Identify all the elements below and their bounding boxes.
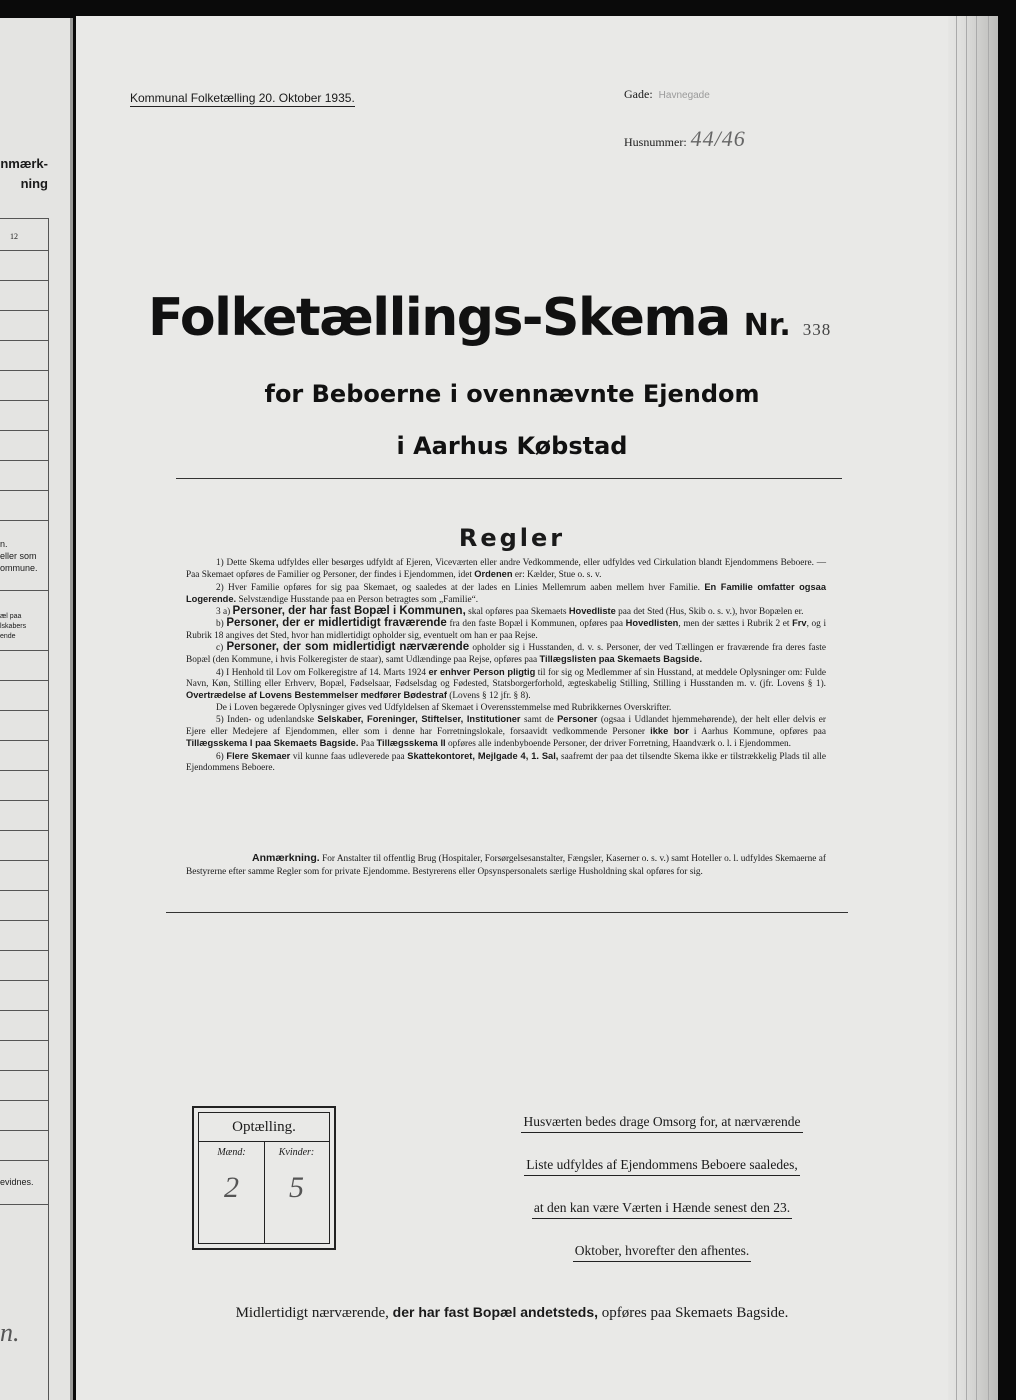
form-title xyxy=(148,288,831,348)
left-rule xyxy=(0,1010,48,1011)
left-facing-page xyxy=(0,18,73,1400)
left-rule xyxy=(0,340,48,341)
left-rule xyxy=(0,520,48,521)
notice-line: Liste udfyldes af Ejendommens Beboere saaledes, xyxy=(524,1155,799,1176)
remark-label: Anmærkning. xyxy=(252,852,320,864)
notice-line: Husværten bedes drage Omsorg for, at nærværende xyxy=(521,1112,802,1133)
form-subtitle-city: i Aarhus Købstad xyxy=(396,432,628,460)
rules-heading: Regler xyxy=(458,524,566,552)
left-rule xyxy=(0,920,48,921)
left-rule xyxy=(0,1100,48,1101)
left-rule xyxy=(0,770,48,771)
left-rule xyxy=(0,250,48,251)
left-fragment: ommune. xyxy=(0,563,38,573)
left-rule xyxy=(0,1160,48,1161)
left-rule xyxy=(0,980,48,981)
rule-2: 2) Hver Familie opføres for sig paa Skemaet, og saaledes at der lades en Linies Mellemrum aaben mellem hver Familie. En Familie omfatter ogsaa Logerende. Selvstændige Husstande paa en Person betragtes som „Familie“. xyxy=(186,581,826,605)
left-fragment: æl paa xyxy=(0,613,22,620)
remark-text: For Anstalter til offentlig Brug (Hospitaler, Forsørgelsesanstalter, Fængsler, Kaserner o. s. v.) samt Hoteller o. l. udfyldes Skemaerne af Bestyrerne efter samme Regler som for private Ejendomme. Bestyrerens eller Opsynspersonalets særlige Husholdning skal opføres for sig. xyxy=(186,854,827,877)
census-heading: Kommunal Folketælling 20. Oktober 1935. xyxy=(130,91,355,105)
left-fragment: n. xyxy=(0,539,8,549)
men-count: 2 xyxy=(224,1171,239,1204)
form-title-main: Folketællings-Skema xyxy=(148,288,730,348)
left-rule xyxy=(0,590,48,591)
divider xyxy=(176,478,842,479)
left-header-line1: nmærk- xyxy=(0,156,48,171)
left-rule xyxy=(0,800,48,801)
rule-3c: c) Personer, der som midlertidigt nærværende opholder sig i Husstanden, d. v. s. Personer, der ved Tællingen er fraværende fra deres faste Bopæl (den Kommune, i hvis Folkeregister de staar), samt Udlændinge paa Rejse, opføres paa Tillægslisten paa Skemaets Bagside. xyxy=(186,641,827,666)
divider xyxy=(166,912,848,913)
left-rule xyxy=(0,710,48,711)
left-fragment: ende xyxy=(0,633,16,640)
rule-3a: 3 a) Personer, der har fast Bopæl i Kommunen, skal opføres paa Skemaets Hovedliste paa det Sted (Hus, Skib o. s. v.), hvor Bopælen er. xyxy=(216,605,804,618)
left-handwriting: n. xyxy=(0,1318,20,1347)
landlord-notice xyxy=(492,1104,832,1276)
men-label: Mænd: xyxy=(217,1147,246,1158)
house-number-value: 44/46 xyxy=(690,126,746,151)
left-rule xyxy=(0,1130,48,1131)
form-number-label: Nr. xyxy=(743,308,791,343)
left-rule xyxy=(0,1070,48,1071)
left-fragment: evidnes. xyxy=(0,1177,34,1187)
left-rule xyxy=(0,1204,48,1205)
left-column-number: 12 xyxy=(10,232,18,241)
women-label: Kvinder: xyxy=(278,1147,315,1158)
page-edge xyxy=(948,16,998,1400)
women-count: 5 xyxy=(289,1171,304,1204)
count-box xyxy=(192,1106,336,1250)
remark-paragraph xyxy=(186,852,826,878)
form-number-value: 338 xyxy=(802,320,832,339)
left-rule xyxy=(0,680,48,681)
left-rule xyxy=(0,860,48,861)
left-rule xyxy=(0,890,48,891)
left-rule xyxy=(0,740,48,741)
left-rule xyxy=(0,370,48,371)
notice-line: at den kan være Værten i Hænde senest den 23. xyxy=(532,1198,792,1219)
rules-text xyxy=(186,558,826,774)
left-header-line2: ning xyxy=(20,176,48,191)
left-vertical-rule xyxy=(48,218,49,1400)
left-fragment: eller som xyxy=(0,551,37,561)
census-form-page xyxy=(76,16,948,1400)
house-number-label: Husnummer: xyxy=(624,135,687,149)
rule-5: 5) Inden- og udenlandske Selskaber, Foreninger, Stiftelser, Institutioner samt de Personer (ogsaa i Udlandet hjemmehørende), der helt eller delvis er Ejere eller Medejere af Ejendommen, eller som i denne har Forretningslokale, forsaavidt vedkommende Personer ikke bor i Aarhus Kommune, opføres paa Tillægsskema I paa Skemaets Bagside. Paa Tillægsskema II opføres alle indenbyboende Personer, der driver Forretning, Haandværk o. l. i Ejendommen. xyxy=(186,713,827,750)
footer-note: Midlertidigt nærværende, der har fast Bopæl andetsteds, opføres paa Skemaets Bagside. xyxy=(235,1304,789,1321)
rule-1: 1) Dette Skema udfyldes eller besørges udfyldt af Ejeren, Viceværten eller andre Vedkommende, eller udfyldes ved Cirkulation blandt Ejendommens Beboere. — Paa Skemaet opføres de Familier og Personer, der findes i Ejendommen, idet Ordenen er: Kælder, Stue o. s. v. xyxy=(186,558,826,581)
left-rule xyxy=(0,280,48,281)
left-rule xyxy=(0,650,48,651)
notice-line: Oktober, hvorefter den afhentes. xyxy=(573,1241,752,1262)
left-rule xyxy=(0,830,48,831)
rule-4: 4) I Henhold til Lov om Folkeregistre af 14. Marts 1924 er enhver Person pligtig til for sig og Medlemmer af sin Husstand, at meddele Oplysninger om: Fulde Navn, Køn, Stilling eller Erhverv, Bopæl, Fødselsaar, Fødselsdag og Fødested, Statsborgerforhold, ægteskabelig Stilling, Stilling i Husstanden m. v. (jfr. Lovens § 1). Overtrædelse af Lovens Bestemmelser medfører Bødestraf (Lovens § 12 jfr. § 8). xyxy=(186,666,827,702)
rule-6: 6) Flere Skemaer vil kunne faas udleverede paa Skattekontoret, Mejlgade 4, 1. Sal, saafremt der paa det tilsendte Skema ikke er tilstrækkelig Plads til alle Ejendommens Beboere. xyxy=(186,750,826,774)
house-number-field xyxy=(624,126,746,152)
left-rule xyxy=(0,490,48,491)
left-rule xyxy=(0,460,48,461)
left-rule xyxy=(0,1040,48,1041)
rule-3b: b) Personer, der er midlertidigt fraværende fra den faste Bopæl i Kommunen, opføres paa Hovedlisten, men der sættes i Rubrik 2 et Frv, og i Rubrik 18 angives det Sted, hvor han midlertidigt opholder sig, eventuelt om han er paa Rejse. xyxy=(186,617,827,641)
left-rule xyxy=(0,218,48,219)
count-heading: Optælling. xyxy=(232,1119,296,1135)
street-label: Gade: xyxy=(624,87,653,101)
street-value: Havnegade xyxy=(658,90,710,101)
street-field xyxy=(624,87,710,102)
left-rule xyxy=(0,310,48,311)
left-rule xyxy=(0,950,48,951)
rule-4-note: De i Loven begærede Oplysninger gives ved Udfyldelsen af Skemaet i Overensstemmelse med Rubrikkernes Overskrifter. xyxy=(216,702,672,713)
left-rule xyxy=(0,430,48,431)
left-fragment: lskabers xyxy=(0,623,27,630)
form-subtitle: for Beboerne i ovennævnte Ejendom xyxy=(264,380,760,408)
left-rule xyxy=(0,400,48,401)
